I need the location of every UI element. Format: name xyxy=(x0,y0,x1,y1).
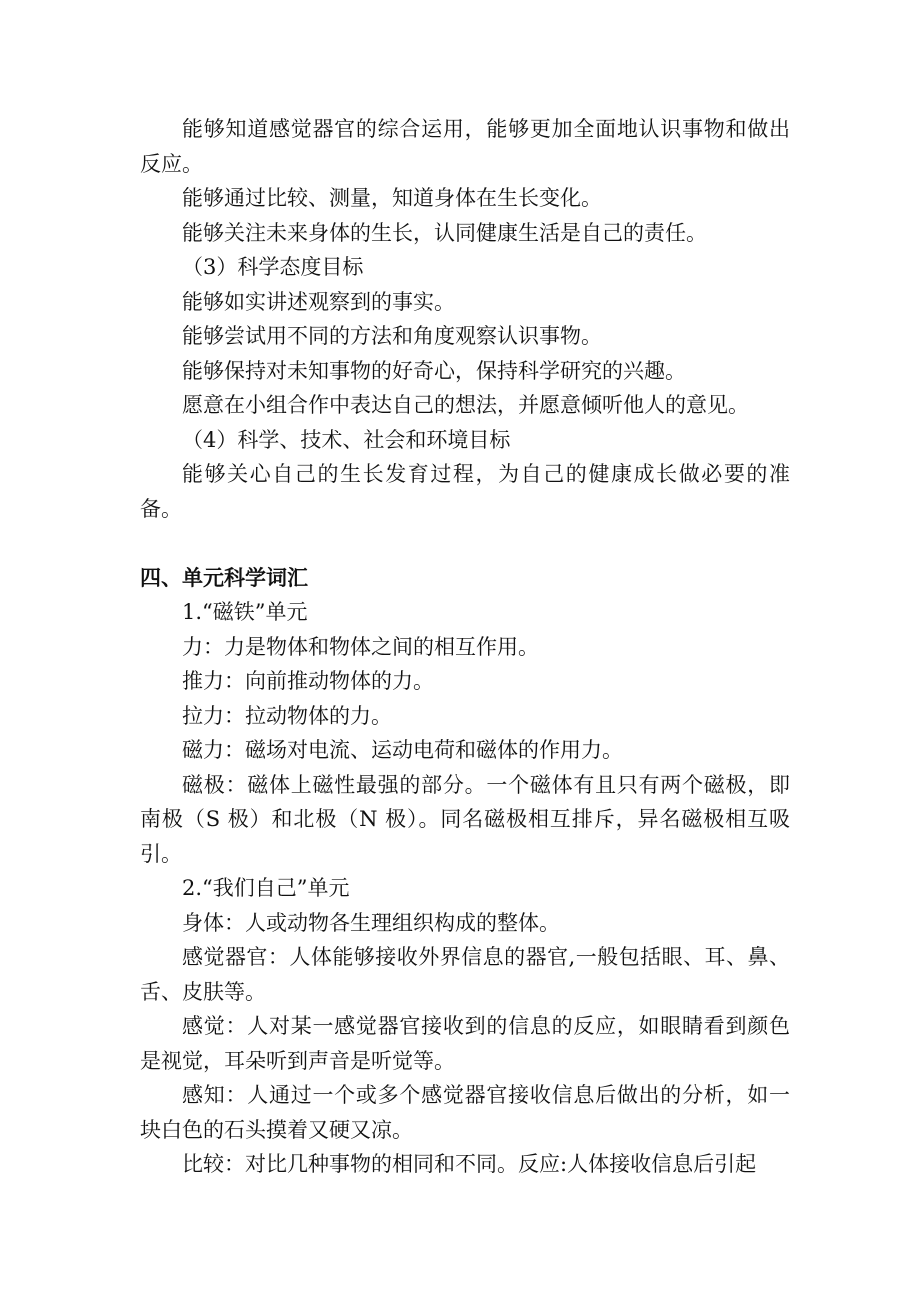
paragraph: 能够尝试用不同的方法和角度观察认识事物。 xyxy=(182,324,602,348)
subheading-attitude-goals: （3）科学态度目标 xyxy=(182,255,364,279)
term-definition: 感觉器官：人体能够接收外界信息的器官,一般包括眼、耳、鼻、舌、皮肤等。 xyxy=(140,945,790,1004)
term-definition: 比较：对比几种事物的相同和不同。反应:人体接收信息后引起 xyxy=(182,1152,757,1176)
paragraph: 能够保持对未知事物的好奇心，保持科学研究的兴趣。 xyxy=(182,358,686,383)
term-definition: 感知：人通过一个或多个感觉器官接收信息后做出的分析，如一块白色的石头摸着又硬又凉。 xyxy=(140,1083,790,1142)
paragraph: 能够关注未来身体的生长，认同健康生活是自己的责任。 xyxy=(182,220,707,245)
term-definition: 磁极：磁体上磁性最强的部分。一个磁体有且只有两个磁极，即南极（S 极）和北极（N 极）。同名磁极相互排斥，异名磁极相互吸引。 xyxy=(140,772,790,866)
spacer xyxy=(140,526,790,561)
paragraph: 能够如实讲述观察到的事实。 xyxy=(182,289,455,314)
term-definition: 力：力是物体和物体之间的相互作用。 xyxy=(182,634,539,659)
subheading-sts-goals: （4）科学、技术、社会和环境目标 xyxy=(182,427,511,452)
paragraph: 能够通过比较、测量，知道身体在生长变化。 xyxy=(182,186,602,210)
term-definition: 拉力：拉动物体的力。 xyxy=(182,703,392,728)
term-definition: 推力：向前推动物体的力。 xyxy=(182,669,434,693)
paragraph: 能够关心自己的生长发育过程，为自己的健康成长做必要的准备。 xyxy=(140,462,790,521)
paragraph: 能够知道感觉器官的综合运用，能够更加全面地认识事物和做出反应。 xyxy=(140,117,790,176)
unit-heading-ourselves: 2.“我们自己”单元 xyxy=(182,876,350,900)
document-body xyxy=(140,112,790,1182)
term-definition: 身体：人或动物各生理组织构成的整体。 xyxy=(182,910,560,935)
term-definition: 感觉：人对某一感觉器官接收到的信息的反应，如眼睛看到颜色是视觉，耳朵听到声音是听觉等。 xyxy=(140,1014,790,1073)
section-heading: 四、单元科学词汇 xyxy=(140,565,308,590)
term-definition: 磁力：磁场对电流、运动电荷和磁体的作用力。 xyxy=(182,738,623,762)
paragraph: 愿意在小组合作中表达自己的想法，并愿意倾听他人的意见。 xyxy=(182,393,749,417)
unit-heading-magnet: 1.“磁铁”单元 xyxy=(182,600,308,624)
